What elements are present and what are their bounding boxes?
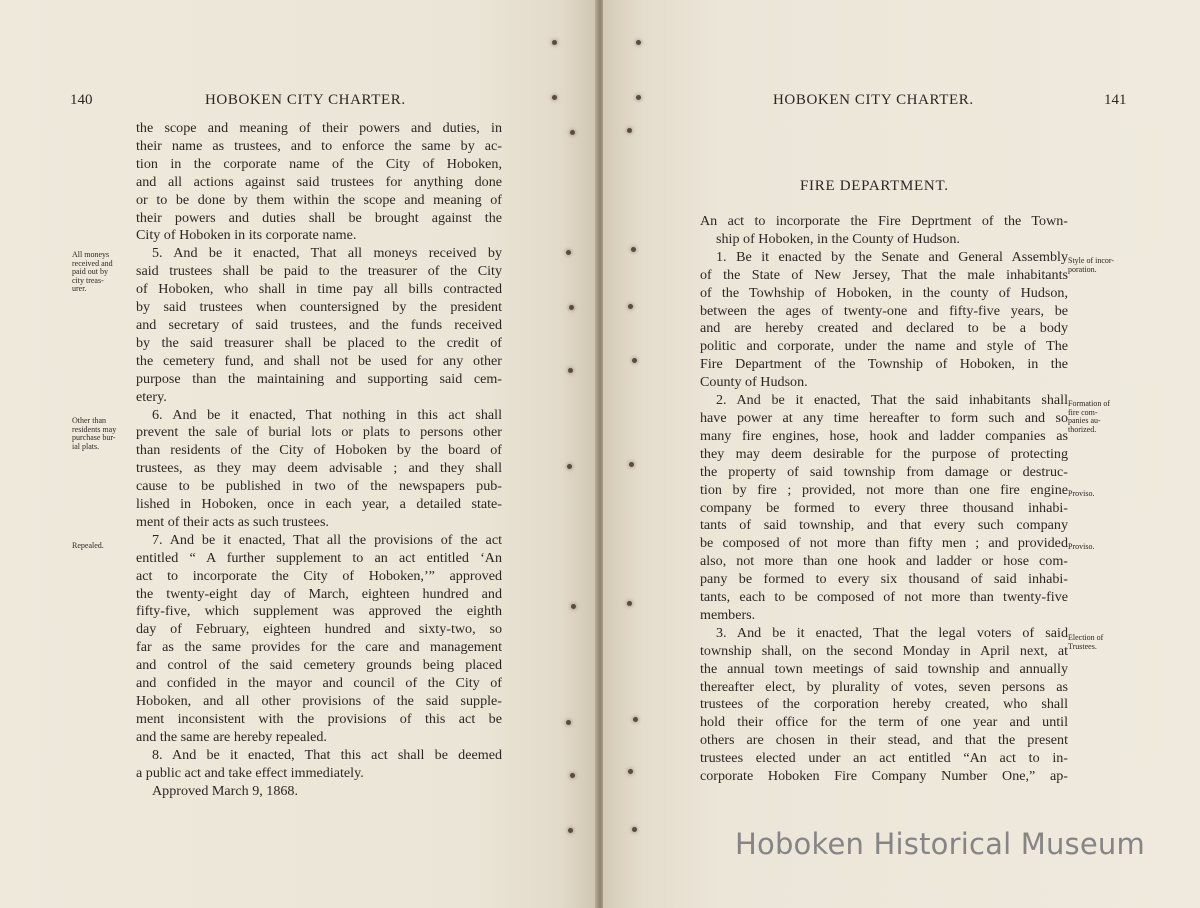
- margin-note-all-moneys: [72, 251, 113, 294]
- museum-watermark: Hoboken Historical Museum: [735, 827, 1145, 861]
- text-line: the property of said township from damage or destruc-: [700, 463, 1068, 480]
- text-line: day of February, eighteen hundred and sixty-two, so: [136, 621, 502, 638]
- margin-note-line: poration.: [1068, 264, 1097, 274]
- binding-hole: [636, 40, 641, 45]
- margin-note-style-of-incorporation: [1068, 257, 1114, 274]
- text-line: 3. And be it enacted, That the legal voters of said: [716, 624, 1068, 641]
- margin-note-line: Formation of: [1068, 399, 1110, 408]
- text-line: the annual town meetings of said township and annually: [700, 660, 1068, 677]
- margin-note-line: ial plats.: [72, 441, 100, 451]
- left-page-body: [136, 120, 502, 800]
- binding-hole: [567, 464, 572, 469]
- text-line: County of Hudson.: [700, 374, 808, 391]
- text-line: thereafter elect, by plurality of votes, seven persons as: [700, 678, 1068, 695]
- text-line: etery.: [136, 388, 167, 405]
- text-line: of the State of New Jersey, That the male inhabitants: [700, 266, 1068, 283]
- text-line: purpose than the maintaining and supporting said cem-: [136, 370, 502, 387]
- page-number-right: 141: [1104, 92, 1127, 108]
- binding-hole: [628, 304, 633, 309]
- right-page-body: [700, 213, 1068, 786]
- binding-hole: [571, 604, 576, 609]
- margin-note-repealed: [72, 542, 104, 551]
- binding-hole: [566, 250, 571, 255]
- text-line: they may deem desirable for the purpose of protecting: [700, 445, 1068, 462]
- text-line: trustees elected under an act entitled “An act to in-: [700, 750, 1068, 767]
- text-line: Approved March 9, 1868.: [152, 782, 298, 799]
- text-line: than residents of the City of Hoboken by the board of: [136, 442, 502, 459]
- text-line: 8. And be it enacted, That this act shall be deemed: [152, 746, 502, 763]
- text-line: tants, each to be composed of not more than twenty-five: [700, 589, 1068, 606]
- text-line: Hoboken, and all other provisions of the said supple-: [136, 693, 502, 709]
- text-line: lished in Hoboken, once in each year, a detailed state-: [136, 496, 502, 513]
- margin-note-formation-of-fire-companies: [1068, 400, 1110, 434]
- margin-note-line: city treas-: [72, 275, 104, 285]
- text-line: far as the same provides for the care and management: [136, 639, 502, 656]
- margin-note-line: paid out by: [72, 267, 108, 277]
- binding-hole: [568, 828, 573, 833]
- text-line: of the Towhship of Hoboken, in the county of Hudson,: [700, 284, 1068, 301]
- text-line: Fire Department of the Township of Hoboken, in the: [700, 356, 1068, 373]
- text-line: tion in the corporate name of the City of Hoboken,: [136, 155, 502, 172]
- running-head-right: HOBOKEN CITY CHARTER.: [773, 92, 974, 108]
- text-line: trustees, as they may deem advisable ; and they shall: [136, 460, 502, 477]
- text-line: prevent the sale of burial lots or plats to persons other: [136, 424, 502, 441]
- text-line: entitled “ A further supplement to an act entitled ‘An: [136, 549, 502, 566]
- text-line: tion by fire ; provided, not more than one fire engine: [700, 481, 1068, 498]
- margin-note-line: fire com-: [1068, 407, 1098, 417]
- binding-hole: [627, 128, 632, 133]
- margin-note-line: residents may: [72, 424, 117, 434]
- text-line: 6. And be it enacted, That nothing in this act shall: [152, 406, 502, 423]
- margin-note-line: All moneys: [72, 250, 110, 259]
- text-line: An act to incorporate the Fire Deprtment of the Town-: [700, 213, 1068, 229]
- running-head-left: HOBOKEN CITY CHARTER.: [205, 92, 406, 108]
- binding-hole: [568, 368, 573, 373]
- margin-note-line: thorized.: [1068, 424, 1097, 434]
- margin-note-line: panies au-: [1068, 416, 1101, 426]
- margin-note-line: Proviso.: [1068, 542, 1095, 551]
- text-line: of Hoboken, who shall in time pay all bills contracted: [136, 281, 502, 298]
- margin-note-line: urer.: [72, 284, 87, 294]
- binding-hole: [632, 827, 637, 832]
- text-line: fifty-five, which supplement was approved the eighth: [136, 603, 502, 620]
- text-line: hold their office for the term of one year and until: [700, 714, 1068, 731]
- margin-note-line: received and: [72, 258, 113, 268]
- text-line: their name as trustees, and to enforce the same by ac-: [136, 137, 502, 154]
- text-line: cause to be published in two of the newspapers pub-: [136, 478, 502, 495]
- binding-hole: [570, 130, 575, 135]
- margin-note-proviso: [1068, 490, 1094, 499]
- text-line: the twenty-eight day of March, eighteen hundred and: [136, 585, 502, 602]
- binding-hole: [566, 720, 571, 725]
- text-line: politic and corporate, under the name and style of The: [700, 338, 1068, 355]
- margin-note-proviso: [1068, 543, 1094, 552]
- text-line: members.: [700, 606, 756, 623]
- text-line: company be formed to every three thousand inhabi-: [700, 499, 1068, 516]
- text-line: a public act and take effect immediately.: [136, 764, 364, 781]
- binding-hole: [636, 95, 641, 100]
- text-line: the cemetery fund, and shall not be used for any other: [136, 352, 502, 369]
- margin-note-line: Election of: [1068, 633, 1104, 642]
- text-line: tants of said township, and that every such company: [700, 517, 1068, 534]
- text-line: and control of the said cemetery grounds being placed: [136, 657, 502, 674]
- text-line: City of Hoboken in its corporate name.: [136, 227, 357, 244]
- margin-note-line: Proviso.: [1068, 489, 1095, 498]
- binding-hole: [627, 601, 632, 606]
- binding-hole: [569, 305, 574, 310]
- text-line: and all actions against said trustees for anything done: [136, 173, 502, 190]
- binding-hole: [552, 40, 557, 45]
- text-line: 5. And be it enacted, That all moneys received by: [152, 245, 502, 262]
- text-line: their powers and duties shall be brought against the: [136, 209, 502, 226]
- text-line: and secretary of said trustees, and the funds received: [136, 316, 502, 333]
- text-line: township shall, on the second Monday in April next, at: [700, 642, 1068, 659]
- margin-note-line: Trustees.: [1068, 641, 1097, 651]
- binding-hole: [628, 769, 633, 774]
- text-line: or to be done by them within the scope and meaning of: [136, 191, 502, 208]
- margin-note-line: Other than: [72, 416, 106, 425]
- margin-note-election-of-trustees: [1068, 634, 1103, 651]
- text-line: corporate Hoboken Fire Company Number One,” ap-: [700, 768, 1068, 785]
- text-line: said trustees shall be paid to the treasurer of the City: [136, 263, 502, 280]
- binding-hole: [631, 247, 636, 252]
- binding-hole: [633, 717, 638, 722]
- text-line: and are hereby created and declared to be a body: [700, 320, 1068, 337]
- text-line: be composed of not more than fifty men ; and provided: [700, 535, 1068, 552]
- page-number-left: 140: [70, 92, 93, 108]
- margin-note-line: Repealed.: [72, 541, 104, 550]
- text-line: pany be formed to every six thousand of said inhabi-: [700, 571, 1068, 588]
- text-line: have power at any time hereafter to form such and so: [700, 409, 1068, 426]
- text-line: by said trustees when countersigned by the president: [136, 299, 502, 316]
- text-line: many fire engines, hose, hook and ladder companies as: [700, 427, 1068, 444]
- text-line: ment of their acts as such trustees.: [136, 513, 329, 530]
- text-line: ship of Hoboken, in the County of Hudson.: [716, 230, 960, 247]
- binding-hole: [552, 95, 557, 100]
- text-line: act to incorporate the City of Hoboken,’” approved: [136, 567, 502, 584]
- binding-hole: [632, 358, 637, 363]
- margin-note-line: Style of incor-: [1068, 256, 1115, 265]
- text-line: trustees of the corporation hereby created, who shall: [700, 696, 1068, 713]
- binding-hole: [629, 462, 634, 467]
- text-line: 7. And be it enacted, That all the provisions of the act: [152, 531, 502, 548]
- margin-note-other-than-residents: [72, 417, 116, 451]
- text-line: the scope and meaning of their powers and duties, in: [136, 120, 502, 136]
- text-line: and the same are hereby repealed.: [136, 728, 327, 745]
- text-line: by the said treasurer shall be placed to the credit of: [136, 334, 502, 351]
- text-line: ment inconsistent with the provisions of this act be: [136, 710, 502, 727]
- text-line: 2. And be it enacted, That the said inhabitants shall: [716, 392, 1068, 409]
- text-line: and confided in the mayor and council of the City of: [136, 675, 502, 692]
- right-page: [603, 0, 1200, 908]
- margin-note-line: purchase bur-: [72, 433, 116, 443]
- text-line: between the ages of twenty-one and fifty-five years, be: [700, 302, 1068, 319]
- section-title: FIRE DEPARTMENT.: [800, 178, 949, 194]
- text-line: also, not more than one hook and ladder or hose com-: [700, 553, 1068, 570]
- left-page: [0, 0, 597, 908]
- text-line: 1. Be it enacted by the Senate and General Assembly: [716, 248, 1068, 265]
- text-line: others are chosen in their stead, and that the present: [700, 732, 1068, 749]
- binding-hole: [570, 773, 575, 778]
